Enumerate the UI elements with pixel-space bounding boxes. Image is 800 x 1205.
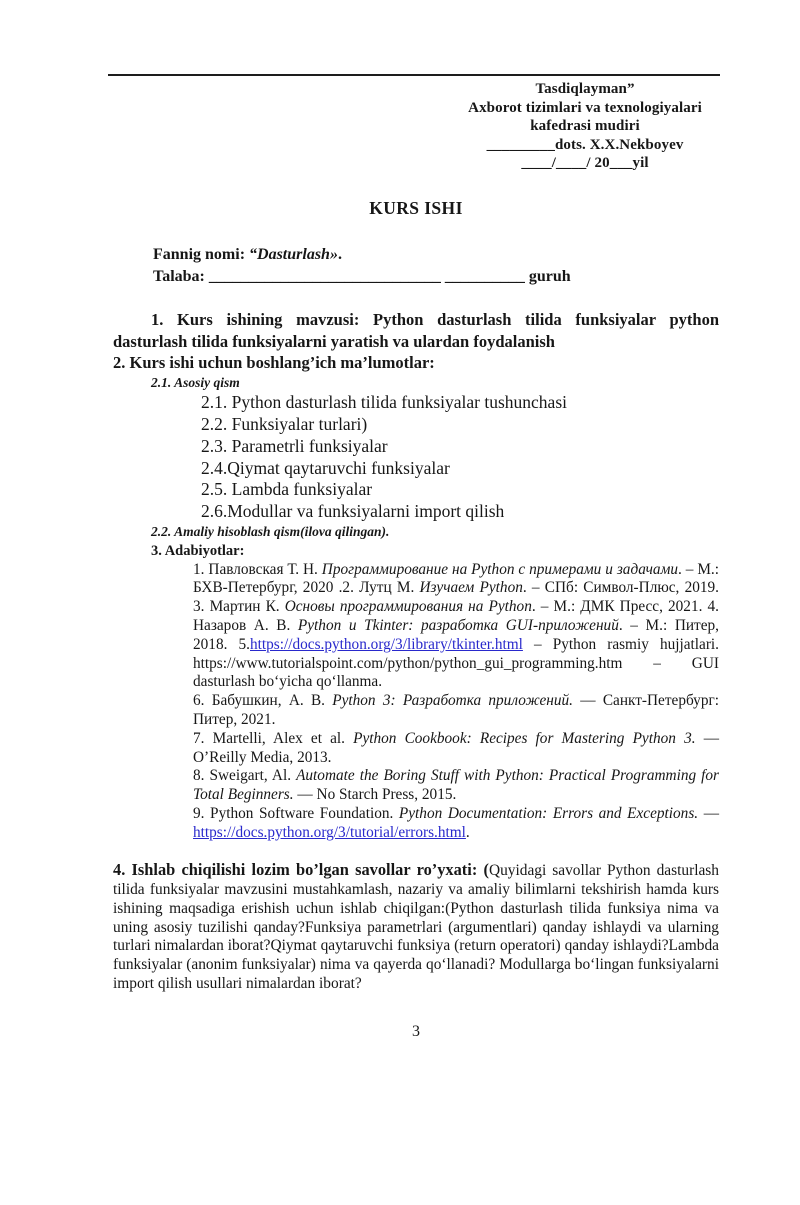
text-segment: — No Starch Press, 2015. bbox=[293, 786, 457, 804]
text-segment: 9. Python Software Foundation. bbox=[193, 804, 399, 822]
text-segment: – Python rasmiy hujjatlari. https://www.tutorialspoint.com/python/python_gui_programming.htm – GUI dasturlash boʻyicha qoʻllanma. bbox=[193, 635, 719, 691]
text-segment: Python Documentation: Errors and Exceptions. bbox=[398, 804, 699, 822]
outline-item: 2.6.Modullar va funksiyalarni import qilish bbox=[201, 501, 505, 522]
approval-block bbox=[440, 80, 730, 173]
text-segment: — Санкт-Петербург: Питер, 2021. bbox=[193, 692, 719, 728]
outline-list bbox=[201, 392, 719, 523]
outline-item: 2.3. Parametrli funksiyalar bbox=[201, 435, 388, 456]
document-page bbox=[0, 74, 800, 1205]
text-segment: — bbox=[698, 804, 719, 822]
text-segment: . bbox=[465, 823, 470, 841]
reference-item bbox=[193, 692, 719, 730]
reference-item bbox=[193, 805, 719, 843]
reference-item bbox=[193, 767, 719, 805]
subject-line bbox=[113, 244, 719, 266]
text-segment: 6. Бабушкин, А. В. bbox=[193, 692, 333, 710]
outline-item: 2.1. Python dasturlash tilida funksiyalar tushunchasi bbox=[201, 392, 567, 413]
hyperlink[interactable]: https://docs.python.org/3/tutorial/errors.html bbox=[193, 823, 466, 841]
outline-item: 2.4.Qiymat qaytaruvchi funksiyalar bbox=[201, 457, 450, 478]
approval-line: Tasdiqlayman” bbox=[535, 81, 635, 97]
reference-item bbox=[193, 561, 719, 693]
text-segment: Python 3: Разработка приложений. bbox=[332, 692, 573, 710]
text-segment: . – М.: БХВ-Петербург, 2020 .2. Лутц М. bbox=[193, 560, 719, 597]
approval-line-date: ____/____/ 20___yil bbox=[521, 155, 649, 172]
approval-line: kafedrasi mudiri bbox=[530, 118, 640, 135]
outline-item: 2.5. Lambda funksiyalar bbox=[201, 479, 373, 500]
text-segment: Automate the Boring Stuff with Python: Practical Programming for Total Beginners. bbox=[193, 767, 719, 804]
course-info bbox=[113, 244, 719, 288]
subject-tail: . bbox=[337, 245, 342, 263]
hyperlink[interactable]: https://docs.python.org/3/library/tkinter.html bbox=[250, 635, 523, 653]
text-segment: Quyidagi savollar Python dasturlash tilida funksiyalar mavzusini mustahkamlash, nazariy va amaliy bilimlarni tekshirish hamda kurs ishining maqsadiga erishish uchun ishlab chiqilgan:(Python dasturlash tilida funksiya nima va uning asosiy tuzilishi qanday?Funksiya parametrlari (argumentlari) qanday ishlaydi va ularning turlari nimalardan iborat?Qiymat qaytaruvchi funksiya (return operatori) qanday ishlaydi?Lambda funksiyalar (anonim funksiyalar) nima va qayerda qoʻllanadi? Modullarga boʻlingan funksiyalarni import qilish usullari nimalardan iborat? bbox=[113, 862, 719, 992]
text-segment: . – СПб: Символ-Плюс, 2019. 3. Мартин К. bbox=[193, 579, 719, 616]
text-segment: 1. Павловская Т. Н. bbox=[193, 560, 322, 578]
outline-item: 2.2. Funksiyalar turlari) bbox=[201, 414, 368, 435]
document-body bbox=[113, 198, 719, 1041]
text-segment: . – М.: ДМК Пресс, 2021. 4. Назаров А. В. bbox=[193, 598, 719, 634]
text-segment: 8. Sweigart, Al. bbox=[193, 767, 297, 785]
text-segment: . – М.: Питер, 2018. 5. bbox=[193, 616, 719, 653]
text-segment: Основы программирования на Python bbox=[284, 598, 532, 616]
reference-item bbox=[193, 730, 719, 768]
text-segment: 4. Ishlab chiqilishi lozim bo’lgan savollar ro’yxati: ( bbox=[113, 860, 489, 880]
initial-data-heading: 2. Kurs ishi uchun boshlang’ich ma’lumotlar: bbox=[113, 353, 435, 373]
document-title: KURS ISHI bbox=[369, 197, 463, 218]
student-line: Talaba: _____________________________ __________ guruh bbox=[153, 267, 571, 285]
text-segment: — O’Reilly Media, 2013. bbox=[193, 729, 719, 766]
approval-line-signature: _________dots. X.X.Nekboyev bbox=[486, 136, 684, 153]
subject-name: “Dasturlash» bbox=[249, 245, 338, 263]
topic-paragraph: 1. Kurs ishining mavzusi: Python dasturlash tilida funksiyalar python dasturlash tilida funksiyalarni yaratish va ulardan foydalanish bbox=[113, 309, 719, 351]
text-segment: 7. Martelli, Alex et al. bbox=[193, 729, 354, 747]
page-number: 3 bbox=[412, 1023, 420, 1041]
practical-part-label: 2.2. Amaliy hisoblash qism(ilova qilingan). bbox=[151, 524, 390, 540]
approval-line: Axborot tizimlari va texnologiyalari bbox=[468, 99, 702, 116]
header-rule bbox=[108, 74, 720, 76]
text-segment: Изучаем Python bbox=[419, 579, 523, 597]
main-part-label: 2.1. Asosiy qism bbox=[151, 374, 240, 390]
text-segment: Программирование на Python с примерами и задачами bbox=[321, 560, 678, 578]
questions-paragraph bbox=[113, 861, 719, 993]
text-segment: Python Cookbook: Recipes for Mastering Python 3. bbox=[353, 729, 696, 747]
subject-label: Fannig nomi: bbox=[153, 245, 250, 263]
references-heading: 3. Adabiyotlar: bbox=[151, 542, 245, 559]
text-segment: Python и Tkinter: разработка GUI-приложений bbox=[297, 616, 619, 634]
